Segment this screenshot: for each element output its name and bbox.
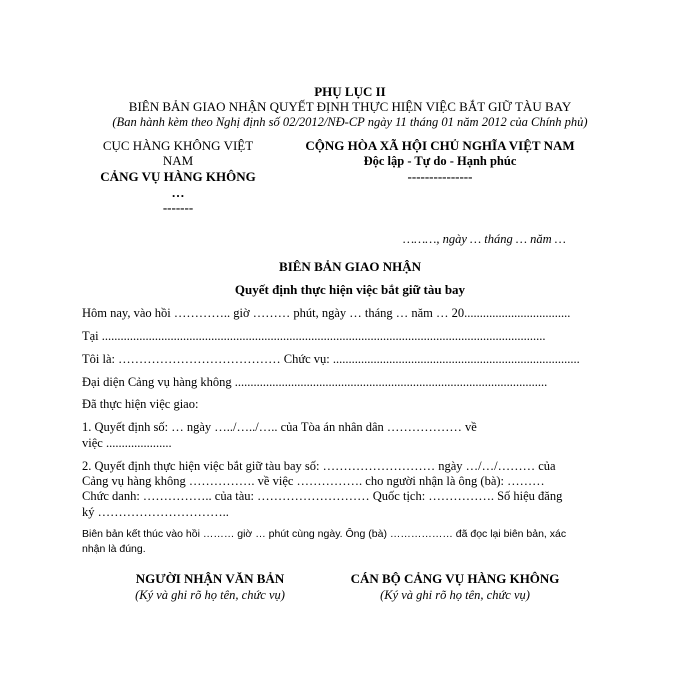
body-item2-line2: Cảng vụ hàng không ……………. về việc ……………. cho người nhận là ông (bà): ……… [82,474,545,488]
body-closing-line2: nhận là đúng. [82,543,146,555]
decree-reference: (Ban hành kèm theo Nghị định số 02/2012/NĐ-CP ngày 11 tháng 01 năm 2012 của Chính phủ) [112,115,588,129]
signature-receiver-note: (Ký và ghi rõ họ tên, chức vụ) [135,588,285,602]
body-line-delivered: Đã thực hiện việc giao: [82,397,199,411]
body-item1-line1: 1. Quyết định số: … ngày …../…../….. của Tòa án nhân dân ……………… về [82,420,477,434]
signature-officer-title: CÁN BỘ CẢNG VỤ HÀNG KHÔNG [350,571,560,586]
document-subtitle: Quyết định thực hiện việc bắt giữ tàu bay [234,282,466,297]
national-motto: Độc lập - Tự do - Hạnh phúc [363,154,517,168]
body-line-time: Hôm nay, vào hồi ………….. giờ ……… phút, ngày … tháng … năm … 20.................................. [82,306,571,320]
document-title: BIÊN BẢN GIAO NHẬN [279,259,421,274]
body-line-representative: Đại diện Cảng vụ hàng không .................................................................................................... [82,375,548,389]
signature-receiver-title: NGƯỜI NHẬN VĂN BẢN [135,571,285,586]
body-closing-line1: Biên bản kết thúc vào hồi ……… giờ … phút cùng ngày. Ông (bà) ……………… đã đọc lại biên bản, xác [82,528,567,540]
appendix-label: PHỤ LỤC II [314,84,386,99]
left-org-line2: NAM [162,153,194,168]
signature-officer-note: (Ký và ghi rõ họ tên, chức vụ) [380,588,530,602]
left-org-separator: ------- [162,200,194,215]
left-org-line1: CỤC HÀNG KHÔNG VIỆT [102,138,254,153]
left-org-line3: CẢNG VỤ HÀNG KHÔNG [100,169,256,184]
body-line-name: Tôi là: ………………………………… Chức vụ: ............................................................................... [82,352,580,366]
body-item2-line1: 2. Quyết định thực hiện việc bắt giữ tàu bay số: ……………………… ngày …/…/……… của [82,459,556,473]
body-item1-line2: việc ..................... [82,436,172,450]
national-separator: --------------- [407,169,473,184]
body-item2-line4: ký ………………………….. [82,505,229,519]
left-org-line4: … [171,185,185,200]
appendix-title: BIÊN BẢN GIAO NHẬN QUYẾT ĐỊNH THỰC HIỆN VIỆC BẮT GIỮ TÀU BAY [128,99,572,114]
body-item2-line3: Chức danh: …………….. của tàu: ……………………… Quốc tịch: ……………. Số hiệu đăng [82,489,563,503]
date-line: ………, ngày … tháng … năm … [403,232,566,246]
body-line-place: Tại .............................................................................................................................................. [82,329,546,343]
national-title: CỘNG HÒA XÃ HỘI CHỦ NGHĨA VIỆT NAM [305,138,575,153]
